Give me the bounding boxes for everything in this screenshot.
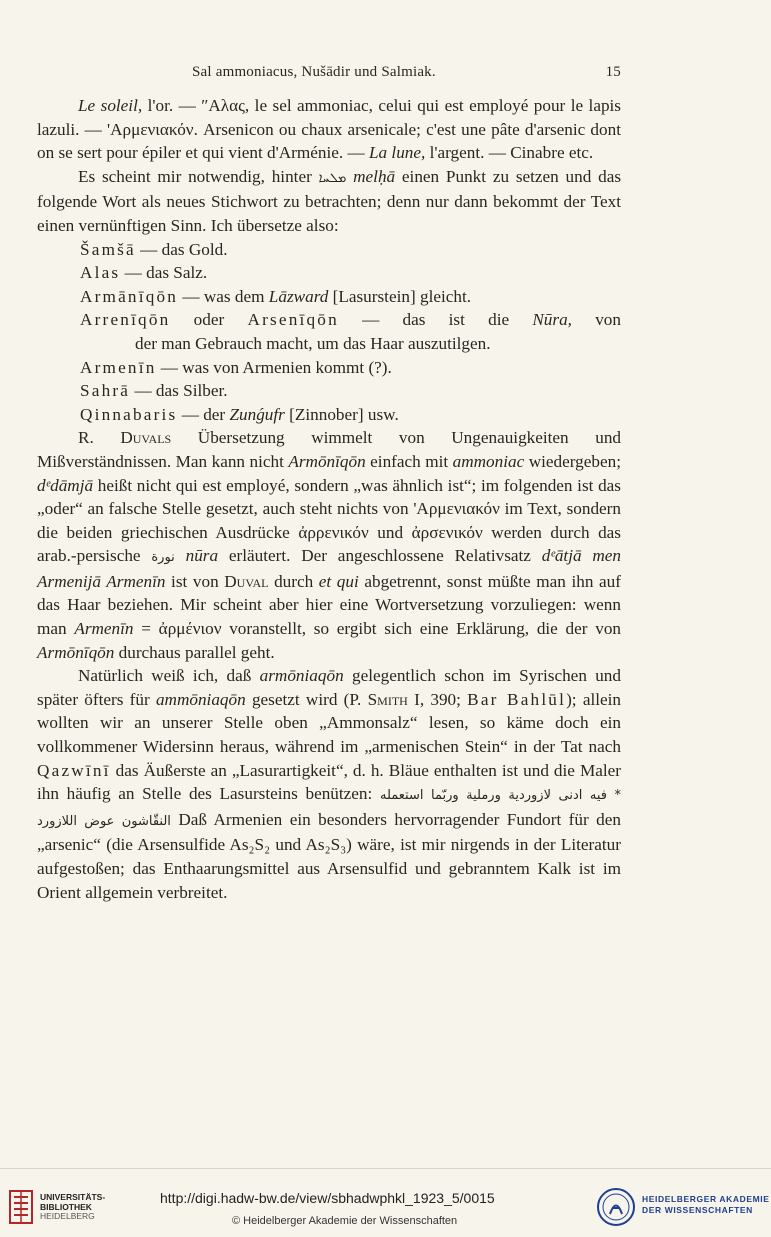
paragraph-3 (37, 426, 621, 664)
transliteration: nūra (185, 546, 219, 566)
page-number: 15 (605, 64, 621, 80)
footer-bar (0, 1168, 771, 1237)
text-span: durchaus parallel geht. (114, 642, 275, 662)
text-span: Es scheint mir notwendig, hinter (78, 166, 319, 186)
text-span: = ἀρμένιον voranstellt, so ergibt sich eine Erklärung, die der von (133, 619, 622, 639)
list-gloss: — das Silber. (130, 381, 228, 401)
list-gloss: — was dem (178, 286, 269, 306)
list-term: Alas (80, 263, 121, 283)
list-gloss: — das Gold. (135, 239, 228, 259)
text-span: durch (268, 571, 319, 591)
text-span: ist von (165, 571, 225, 591)
text-span: das Äußerste an „Lasurartigkeit“, d. h. Bläue enthalten ist und die Maler ihn häufig an Stelle des Lasursteins benützen: (37, 760, 621, 804)
transliteration: melḥā (353, 166, 396, 186)
author-name: Bar Bahlūl (467, 689, 567, 709)
text-span: Arsenicon ou chaux arsenicale; c'est une pâte d'arsenic dont on se sert pour épiler et qui vient d'Arménie. — (37, 119, 621, 163)
list-item (80, 403, 621, 427)
list-gloss: — das Salz. (120, 263, 208, 283)
text-span: et qui (318, 571, 359, 591)
text-span: erläutert. Der angeschlossene Relativsatz (218, 546, 542, 566)
text-span: Daß Armenien ein besonders hervorragender Fundort für den „arsenic“ (die Arsensulfide As₂S₂ und As₂S₃) wäre, ist mir nirgends in der Literatur aufgestoßen; das Enthaarungsmittel aus Arsensulfid und gebranntem Kalk ist im Orient allgemein verbreitet. (37, 809, 621, 902)
running-title: Sal ammoniacus, Nušādir und Salmiak. (192, 64, 436, 80)
text-span: le sel ammoniac, celui qui est employé pour le lapis lazuli. — (37, 96, 621, 139)
transliteration: Armōnīqōn (288, 451, 366, 471)
author-name: Duval (224, 571, 269, 591)
list-term: Armenīn (80, 357, 157, 377)
text-span: heißt nicht qui est employé, sondern „was ähnlich ist“; im folgenden ist das „oder“ an falsche Stelle gesetzt, auch steht nichts von 'Αρμενιακόν im Text, sondern die beiden griechischen Ausdrücke ἀρρενικόν und ἀρσενικόν werden durch das arab.-persische (37, 475, 621, 566)
list-gloss-italic: Lāzward (268, 286, 329, 306)
list-gloss-italic: Zunǵufr (229, 404, 285, 424)
transliteration: dᵉdāmjā (37, 475, 94, 495)
text-span: Natürlich weiß ich, daß (78, 666, 260, 686)
author-name: Qazwīnī (37, 760, 111, 780)
text-span: Le soleil, (78, 96, 143, 115)
library-logo-icon (8, 1187, 34, 1227)
transliteration: Armenīn (74, 619, 134, 639)
list-item (80, 238, 621, 262)
text-span: l'or. — (142, 96, 202, 115)
text-span: einen Punkt zu setzen und das folgende Wort als neues Stichwort zu betrachten; denn nur dann bekommt der Text einen vernünftigen Sinn. Ich übersetze also: (37, 166, 622, 235)
academy-seal-icon (596, 1187, 636, 1227)
paragraph-2 (37, 165, 621, 238)
list-term: Qinnabaris (80, 404, 178, 424)
list-item-continuation: der man Gebrauch macht, um das Haar auszutilgen. (135, 333, 491, 353)
list-item (80, 379, 621, 403)
text-span: einfach mit (365, 451, 453, 471)
text-span (175, 546, 186, 565)
list-term: Sahrā (80, 381, 131, 401)
body-text (37, 94, 621, 904)
text-span: wiedergeben; (524, 451, 621, 471)
text-span: ammoniac (452, 451, 525, 471)
greek-term: 'Αρμενιακόν. (107, 119, 198, 139)
list-gloss-italic: Nūra, (532, 310, 572, 330)
text-span: I, 390; (407, 689, 468, 709)
list-item (80, 261, 621, 285)
paragraph-4 (37, 664, 621, 904)
list-item (80, 285, 621, 309)
paragraph-1 (37, 94, 621, 165)
list-gloss: oder (170, 310, 248, 330)
text-span: La lune, (368, 143, 426, 163)
transliteration: Armōnīqōn (37, 642, 115, 662)
author-name: Duvals (120, 428, 172, 448)
arabic-quote: * فيه ادنى لازوردية ورملية وربّما استعمله النقّاشون عوض اللازورد (37, 788, 621, 829)
glossary-list (37, 238, 621, 427)
list-term: Šamšā (80, 239, 136, 259)
list-item (80, 308, 621, 332)
library-name-line: HEIDELBERG (40, 1211, 95, 1221)
transliteration: dᵉātjā men Armenijā Armenīn (37, 546, 622, 591)
text-span: ); allein wollten wir an unserer Stelle oben „Ammonsalz“ lesen, so käme doch ein vollkommener Widersinn heraus, während im „armenischen Stein“ in der Tat nach (37, 689, 621, 757)
author-name: Smith (367, 689, 408, 709)
library-name-line: BIBLIOTHEK (40, 1201, 92, 1212)
list-item (80, 356, 621, 380)
academy-name (642, 1194, 770, 1216)
text-span: gelegentlich schon im Syrischen und später öfters für (37, 666, 621, 709)
permalink-url[interactable]: http://digi.hadw-bw.de/view/sbhadwphkl_1923_5/0015 (160, 1190, 495, 1206)
list-term: Arsenīqōn (247, 310, 339, 330)
list-term: Arrenīqōn (80, 310, 171, 330)
library-name-line: UNIVERSITÄTS- (40, 1192, 106, 1202)
list-gloss: [Lasurstein] gleicht. (328, 286, 472, 306)
text-span: Übersetzung wimmelt von Ungenauigkeiten und Mißverständnissen. Man kann nicht (37, 428, 622, 471)
academy-name-line: DER WISSENSCHAFTEN (642, 1205, 753, 1215)
list-gloss: [Zinnober] usw. (284, 404, 399, 424)
transliteration: ammōniaqōn (155, 689, 246, 709)
text-span: gesetzt wird (P. (245, 689, 368, 709)
text-span: l'argent. — Cinabre etc. (425, 143, 594, 163)
list-term: Armānīqōn (80, 286, 179, 306)
list-gloss: — was von Armenien kommt (?). (156, 357, 392, 377)
transliteration: armōniaqōn (259, 666, 344, 686)
syriac-word: ܡܠܚܐ (318, 170, 347, 186)
list-gloss: — das ist die (338, 310, 533, 330)
list-gloss: — der (177, 404, 230, 424)
library-name (40, 1193, 105, 1222)
text-span: abgetrennt, sonst müßte man ihn auf das Haar beziehen. Mir scheint aber hier eine Wortversetzung vorzuliegen: wenn man (37, 571, 621, 639)
arabic-word: نورة (151, 550, 175, 566)
copyright-notice: © Heidelberger Akademie der Wissenschaften (232, 1215, 458, 1227)
list-gloss: von (571, 310, 621, 330)
greek-term: ″Αλας, (201, 96, 250, 115)
academy-name-line: HEIDELBERGER AKADEMIE (642, 1194, 770, 1204)
text-span: R. (78, 428, 121, 448)
